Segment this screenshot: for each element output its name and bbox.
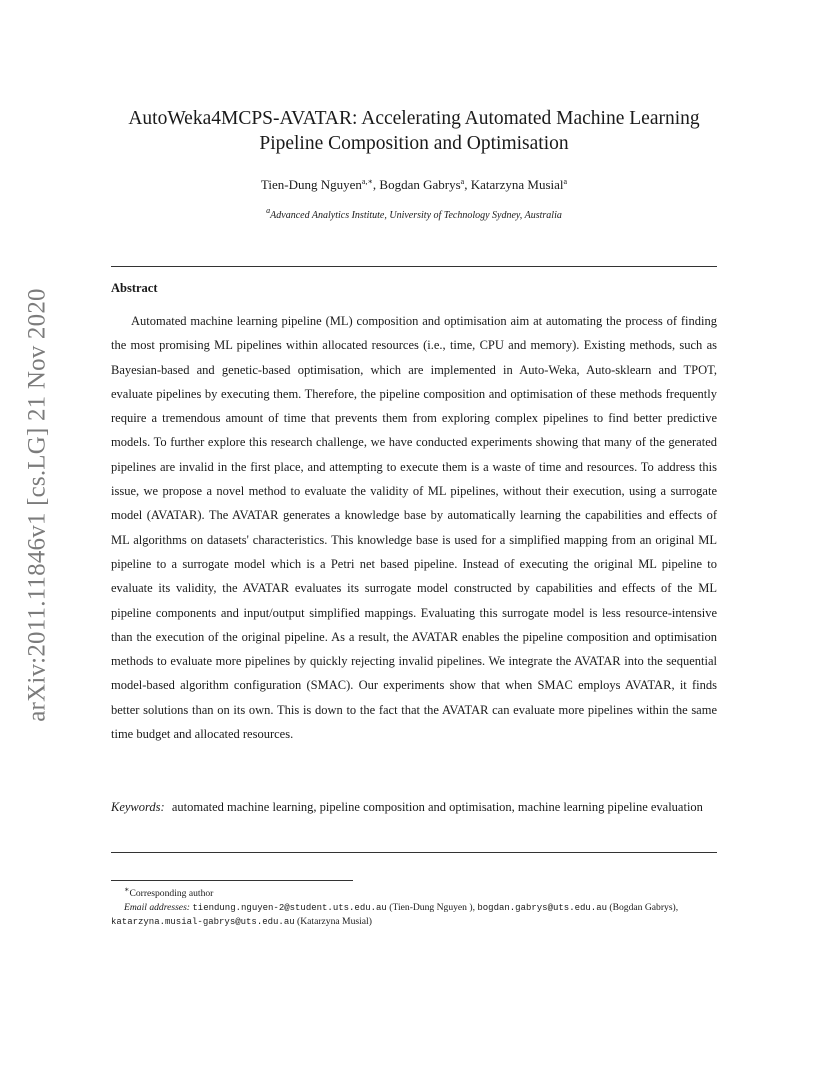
paper-title — [110, 106, 718, 156]
author-mark: a,∗ — [361, 177, 373, 186]
email-label: Email addresses: — [124, 902, 190, 914]
author-mark: a — [563, 177, 568, 186]
author-name: Bogdan Gabrys — [379, 177, 461, 192]
email-address[interactable]: bogdan.gabrys@uts.edu.au — [477, 903, 607, 914]
title-line-2: Pipeline Composition and Optimisation — [259, 133, 569, 154]
email-address[interactable]: tiendung.nguyen-2@student.uts.edu.au — [192, 903, 387, 914]
title-line-1: AutoWeka4MCPS-AVATAR: Accelerating Automated Machine Learning — [128, 108, 700, 129]
keywords-text: automated machine learning, pipeline composition and optimisation, machine learning pipeline evaluation — [171, 800, 703, 814]
email-address[interactable]: katarzyna.musial-gabrys@uts.edu.au — [111, 917, 295, 928]
author-name: Katarzyna Musial — [470, 177, 564, 192]
author-name: Tien-Dung Nguyen — [260, 177, 362, 192]
abstract-text: Automated machine learning pipeline (ML) composition and optimisation aim at automating the process of finding the most promising ML pipelines within allocated resources (i.e., time, CPU and memory). Existing methods, such as Bayesian-based and genetic-based optimisation, which are implemented in Auto-Weka, Auto-sklearn and TPOT, evaluate pipelines by executing them. Therefore, the pipeline composition and optimisation of these methods frequently require a tremendous amount of time that prevents them from exploring complex pipelines to find better predictive models. To further explore this research challenge, we have conducted experiments showing that many of the generated pipelines are invalid in the first place, and attempting to execute them is a waste of time and resources. To address this issue, we propose a novel method to evaluate the validity of ML pipelines, without their execution, using a surrogate model (AVATAR). The AVATAR generates a knowledge base by automatically learning the capabilities and effects of ML algorithms on datasets' characteristics. This knowledge base is used for a simplified mapping from an original ML pipeline to a surrogate model which is a Petri net based pipeline. Instead of executing the original ML pipeline to evaluate its validity, the AVATAR evaluates its surrogate model constructed by capabilities and effects of the ML pipeline components and input/output simplified mappings. Evaluating this surrogate model is less resource-intensive than the execution of the original pipeline. As a result, the AVATAR enables the pipeline composition and optimisation methods to evaluate more pipelines by quickly rejecting invalid pipelines. We integrate the AVATAR into the sequential model-based algorithm configuration (SMAC). Our experiments show that when SMAC employs AVATAR, it finds better solutions than on its own. This is down to the fact that the AVATAR can evaluate more pipelines within the same time budget and allocated resources. — [111, 314, 717, 742]
footnote-corresponding-text: Corresponding author — [129, 888, 214, 900]
email-owner: (Katarzyna Musial) — [297, 916, 372, 928]
arxiv-identifier: arXiv:2011.11846v1 [cs.LG] 21 Nov 2020 — [24, 288, 51, 722]
arxiv-side-stamp — [20, 280, 56, 730]
affiliation — [110, 206, 718, 221]
footnote-rule — [111, 880, 353, 881]
email-owner: (Bogdan Gabrys) — [609, 902, 676, 914]
footnotes — [111, 883, 717, 929]
footnote-emails: Email addresses: tiendung.nguyen-2@student.uts.edu.au (Tien-Dung Nguyen ), bogdan.gabrys@uts.edu.au (Bogdan Gabrys), katarzyna.musial-gabrys@uts.edu.au (Katarzyna Musial) — [111, 902, 679, 928]
affiliation-mark: a — [266, 206, 271, 215]
author-mark: a — [460, 177, 465, 186]
affiliation-text: Advanced Analytics Institute, University of Technology Sydney, Australia — [270, 210, 562, 221]
author-list: Tien-Dung Nguyen$^{a,∗}$, Bogdan Gabrys$^a$, Katarzyna Musial$^a$ — [260, 177, 568, 192]
abstract-heading: Abstract — [111, 281, 158, 295]
footnote-mark: ∗ — [124, 885, 130, 894]
keywords-label: Keywords: — [111, 800, 165, 814]
abstract-bottom-rule — [111, 852, 717, 853]
keywords — [111, 795, 717, 819]
email-owner: (Tien-Dung Nguyen ) — [389, 902, 473, 914]
footnote-corresponding — [111, 883, 717, 901]
abstract-top-rule — [111, 266, 717, 267]
